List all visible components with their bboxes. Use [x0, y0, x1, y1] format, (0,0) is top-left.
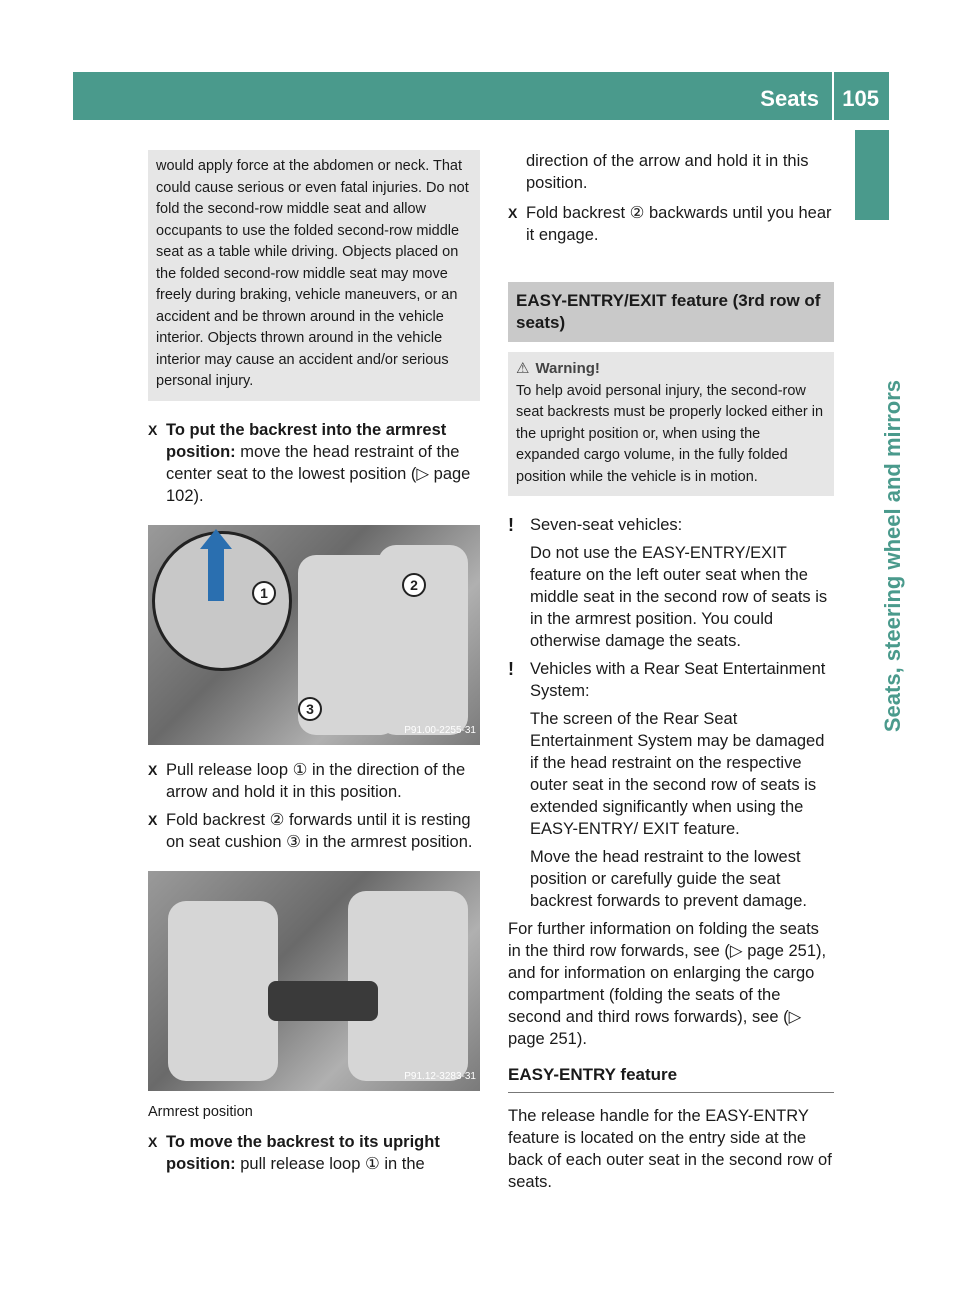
- callout-3: 3: [298, 697, 322, 721]
- seat-photo-release-loop: [148, 525, 480, 745]
- step-text: Pull release loop ① in the direction of the arrow and hold it in this position.: [166, 760, 466, 801]
- step-marker: X: [148, 421, 158, 438]
- section-heading: EASY-ENTRY/EXIT feature (3rd row of seats): [508, 282, 834, 342]
- step-text: pull release loop ① in the: [235, 1154, 425, 1173]
- step-armrest-position: [148, 419, 480, 507]
- step-fold-backrest: [148, 809, 480, 853]
- note-body: Do not use the EASY-ENTRY/EXIT feature on the left outer seat when the middle seat in the second row of seats is in the armrest position. You could otherwise damage the seats.: [530, 544, 828, 650]
- photo-code: P91.12-3283-31: [404, 1070, 476, 1082]
- header-title: Seats: [760, 86, 819, 111]
- seat-left: [168, 901, 278, 1081]
- step-marker: X: [148, 811, 158, 828]
- warning-body: To help avoid personal injury, the second-row seat backrests must be properly locked either in the upright position or, when using the expanded cargo volume, in the fully folded position while the vehicle is in motion.: [516, 382, 824, 485]
- side-label-text: Seats, steering wheel and mirrors: [880, 380, 905, 733]
- step-title: To move the backrest to its upright position:: [166, 1132, 440, 1173]
- note-rear-entertainment: [508, 658, 834, 912]
- seat-photo-armrest: [148, 871, 480, 1091]
- step-marker: X: [508, 205, 518, 221]
- seat-outer: [378, 545, 468, 735]
- right-column: [508, 150, 834, 1201]
- armrest: [268, 981, 378, 1021]
- step-text: move the head restraint of the center seat to the lowest position (▷ page 102).: [166, 442, 471, 505]
- step-text: Fold backrest ② forwards until it is resting on seat cushion ③ in the armrest position.: [166, 810, 473, 851]
- note-title: Vehicles with a Rear Seat Entertainment System:: [530, 660, 826, 700]
- step-pull-loop: [148, 759, 480, 803]
- continued-text: direction of the arrow and hold it in this position.: [526, 152, 809, 192]
- warning-continuation: would apply force at the abdomen or neck. That could cause serious or even fatal injuries. Do not fold the second-row middle seat and allow occupants to use the folded second-row middle seat as a table while driving. Objects placed on the folded second-row middle seat may move freely during braking, vehicle maneuvers, or an accident and be thrown around in the vehicle interior. Objects thrown around in the vehicle interior may cause an accident and/or serious personal injury.: [148, 150, 480, 401]
- page-header: [73, 72, 889, 120]
- step-title: To put the backrest into the armrest position:: [166, 420, 447, 461]
- note-body: Move the head restraint to the lowest position or carefully guide the seat backrest forwards to prevent damage.: [530, 848, 807, 910]
- note-seven-seat: [508, 514, 834, 652]
- note-body: The screen of the Rear Seat Entertainment System may be damaged if the head restraint on the respective outer seat in the second row of seats is extended significantly when using the EASY-ENTRY/ EXIT feature.: [530, 710, 825, 838]
- step-marker: X: [148, 1133, 158, 1150]
- step-text: Fold backrest ② backwards until you hear it engage.: [526, 204, 832, 244]
- header-separator: [832, 72, 834, 120]
- note-icon: !: [508, 515, 514, 535]
- side-label: [860, 380, 905, 970]
- callout-2: 2: [402, 573, 426, 597]
- callout-1: 1: [252, 581, 276, 605]
- step-marker: X: [148, 761, 158, 778]
- warning-box: [508, 352, 834, 496]
- paragraph: For further information on folding the seats in the third row forwards, see (▷ page 251), and for information on enlarging the cargo compartment (folding the seats of the second and third rows forwards), see (▷ page 251).: [508, 920, 827, 1048]
- page-number: 105: [842, 86, 879, 111]
- side-tab: [855, 130, 889, 220]
- photo-caption: Armrest position: [148, 1103, 253, 1120]
- warning-icon: ⚠: [516, 360, 530, 377]
- paragraph: The release handle for the EASY-ENTRY feature is located on the entry side at the back of each outer seat in the second row of seats.: [508, 1107, 832, 1191]
- step-upright: [148, 1131, 480, 1175]
- step-fold-back: [508, 202, 834, 246]
- note-title: Seven-seat vehicles:: [530, 516, 683, 534]
- photo-code: P91.00-2255-31: [404, 724, 476, 736]
- left-column: [148, 150, 480, 1181]
- subheading: EASY-ENTRY feature: [508, 1064, 834, 1093]
- warning-title: Warning!: [535, 360, 600, 377]
- arrow-shaft: [208, 541, 224, 601]
- note-icon: !: [508, 659, 514, 679]
